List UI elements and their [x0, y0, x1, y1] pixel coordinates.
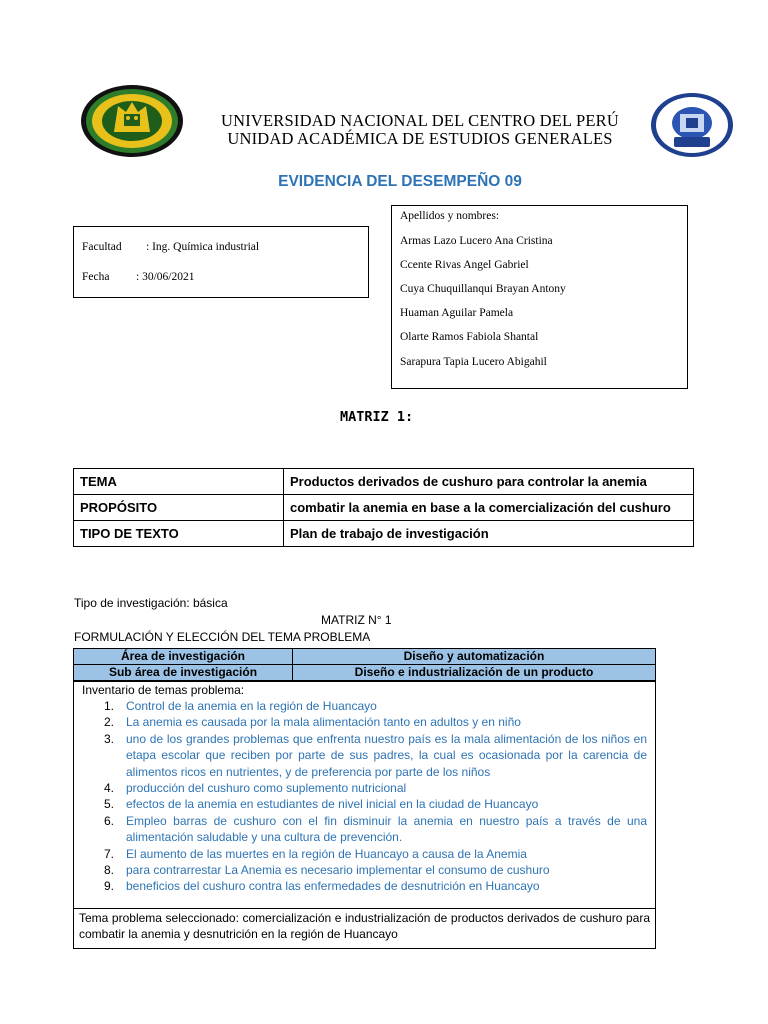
row-label: TEMA	[74, 469, 284, 495]
inventory-box	[73, 681, 656, 909]
university-logo	[80, 84, 184, 158]
table-row	[74, 495, 694, 521]
table-row	[74, 521, 694, 547]
date-value: : 30/06/2021	[136, 271, 195, 283]
selected-topic: Tema problema seleccionado: comercialización e industrialización de productos derivados de cushuro para combatir la anemia y desnutrición en la región de Huancayo	[73, 908, 656, 949]
student-name: Armas Lazo Lucero Ana Cristina	[400, 235, 553, 247]
list-item: 5. efectos de la anemia en estudiantes de nivel inicial en la ciudad de Huancayo	[104, 797, 539, 812]
research-type: Tipo de investigación: básica	[74, 596, 228, 610]
inventory-title: Inventario de temas problema:	[82, 683, 245, 697]
list-item: 1. Control de la anemia en la región de Huancayo	[104, 699, 377, 713]
list-item: 4. producción del cushuro como suplemento nutricional	[104, 781, 407, 796]
row-label: TIPO DE TEXTO	[74, 521, 284, 547]
student-name: Cuya Chuquillanqui Brayan Antony	[400, 283, 566, 295]
list-item: 8. para contrarrestar La Anemia es necesario implementar el consumo de cushuro	[104, 863, 550, 878]
subarea-value: Diseño e industrialización de un producto	[293, 665, 656, 681]
area-value: Diseño y automatización	[293, 649, 656, 665]
names-label: Apellidos y nombres:	[400, 210, 500, 222]
faculty-value: : Ing. Química industrial	[146, 241, 260, 253]
student-name: Huaman Aguilar Pamela	[400, 307, 514, 319]
faculty-label: Facultad	[82, 241, 122, 253]
subarea-label: Sub área de investigación	[74, 665, 293, 681]
row-value: Plan de trabajo de investigación	[284, 521, 694, 547]
area-label: Área de investigación	[74, 649, 293, 665]
row-value: Productos derivados de cushuro para controlar la anemia	[284, 469, 694, 495]
student-name: Ccente Rivas Angel Gabriel	[400, 259, 529, 271]
list-item: 2. La anemia es causada por la mala alimentación tanto en adultos y en niño	[104, 715, 521, 730]
row-value: combatir la anemia en base a la comercialización del cushuro	[284, 495, 694, 521]
academic-unit: UNIDAD ACADÉMICA DE ESTUDIOS GENERALES	[227, 129, 613, 148]
date-row	[82, 271, 194, 283]
student-name: Sarapura Tapia Lucero Abigahil	[400, 356, 547, 368]
matrix-number: MATRIZ N° 1	[321, 613, 392, 627]
inventory-list	[74, 698, 655, 895]
faculty-row	[82, 241, 259, 253]
date-label: Fecha	[82, 271, 110, 283]
student-names-box	[391, 205, 688, 389]
list-item: 7. El aumento de las muertes en la región de Huancayo a causa de la Anemia	[104, 846, 527, 861]
faculty-date-box	[73, 226, 369, 298]
student-name: Olarte Ramos Fabiola Shantal	[400, 331, 539, 343]
university-name: UNIVERSIDAD NACIONAL DEL CENTRO DEL PERÚ	[220, 111, 619, 130]
table-row	[74, 469, 694, 495]
matrix-table	[73, 468, 694, 547]
program-logo	[650, 92, 734, 158]
list-item: 9. beneficios del cushuro contra las enfermedades de desnutrición en Huancayo	[104, 879, 540, 894]
table-row	[74, 665, 656, 681]
list-item: 3. uno de los grandes problemas que enfrenta nuestro país es la mala alimentación de los niños en etapa escolar que reciben por parte de sus padres, la cual es ocasionada por la carencia de alimentos ricos en nutrientes, y de preferencia por parte de los niños	[104, 731, 647, 779]
evidence-title: EVIDENCIA DEL DESEMPEÑO 09	[278, 173, 522, 190]
table-row	[74, 649, 656, 665]
row-label: PROPÓSITO	[74, 495, 284, 521]
list-item: 6. Empleo barras de cushuro con el fin disminuir la anemia en nuestro país a través de una alimentación saludable y una cultura de prevención.	[104, 813, 647, 845]
matrix-heading: MATRIZ 1:	[340, 409, 414, 425]
area-table	[73, 648, 656, 681]
formulation-heading: FORMULACIÓN Y ELECCIÓN DEL TEMA PROBLEMA	[74, 630, 371, 644]
